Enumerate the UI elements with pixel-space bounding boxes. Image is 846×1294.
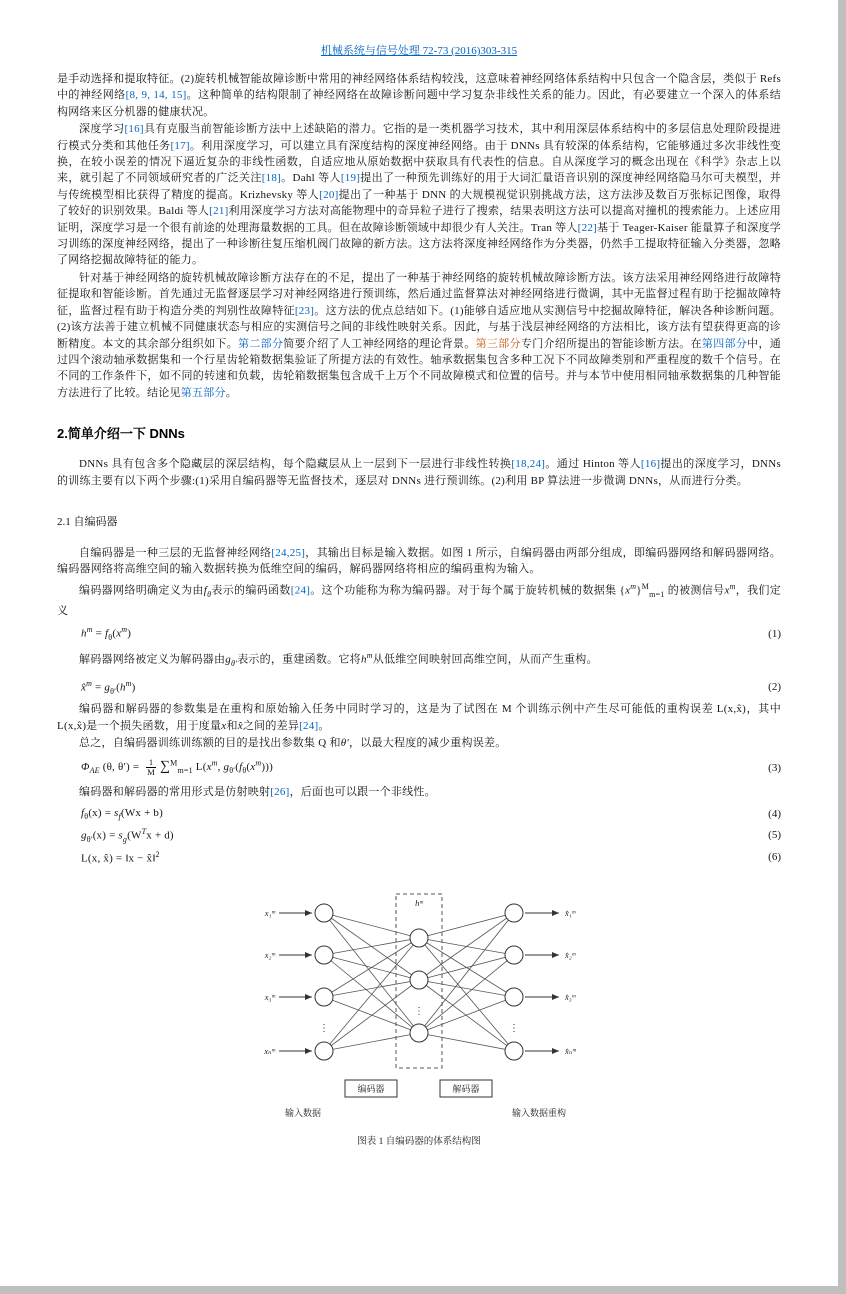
input-label-3: x₃ᵐ: [264, 992, 275, 1003]
input-label-2: x₂ᵐ: [264, 950, 275, 961]
text-segment: M: [170, 758, 178, 768]
text-segment: 利用深度学习方法对高能物理中的奇异粒子进行了搜索，结果表明这方法可以提高对撞机的搜索能力。上述应用证明，深度学习是一个很有前途的处理海量数据的工具。但在故障诊断领域中却很少有人关注。Tran 等人: [57, 205, 781, 234]
output-label-3: x̂₃ᵐ: [565, 992, 576, 1003]
text-segment: θ: [84, 811, 89, 821]
text-segment: 提出了一种基于 DNN 的大规模视觉识别挑战方法，这方法涉及数百万张标记图像，取得了较好的识别效果。Baldi 等人: [57, 188, 781, 218]
text-segment: θ′: [110, 686, 117, 696]
equation-2-number: (2): [768, 680, 781, 693]
text-segment: f: [239, 761, 243, 774]
text-segment: 中，通过四个滚动轴承数据集和一个行星齿轮箱数据集验证了所提方法的有效性。轴承数据集包含多种工况下不同故障类别和严重程度的数千个信号。在不同的工作条件下，如不同的转速和负载，齿轮箱数据集包含成千上万个不同故障模式和位置的信号。并与本节中使用相同轴承数据集的几种智能方法进行了比较。结论见: [57, 337, 782, 399]
inline-link[interactable]: [21]: [209, 205, 229, 218]
paragraph-encoder-definition: [57, 579, 781, 620]
text-segment: θ′: [231, 659, 238, 669]
inline-link[interactable]: [17]: [170, 139, 190, 152]
encoder-box: [345, 1080, 397, 1097]
equation-2: [57, 679, 781, 696]
text-segment: m: [255, 758, 262, 768]
inline-link[interactable]: [19]: [340, 172, 361, 185]
text-segment: 简要介绍了人工神经网络的理论背景。: [283, 337, 476, 350]
text-segment: ): [131, 681, 136, 694]
text-segment: ): [127, 628, 132, 641]
output-label-2: x̂₂ᵐ: [565, 950, 576, 961]
paragraph-affine-mapping: [57, 784, 781, 800]
inline-link[interactable]: [18,24]: [511, 458, 546, 471]
inline-link[interactable]: [18]: [261, 172, 282, 185]
figure-1: [57, 888, 781, 1147]
text-segment: ，我们定义: [57, 584, 782, 617]
equation-5: [57, 827, 781, 844]
text-segment: f: [203, 584, 208, 597]
input-label-n: xₙᵐ: [264, 1046, 275, 1057]
equation-6: [57, 850, 781, 865]
paragraph-intro-continued: [57, 71, 781, 120]
text-segment: θ: [242, 766, 247, 776]
text-segment: 提出的深度学习，DNNs 的训练主要有以下两个步骤:(1)采用自编码器等无监督技术，逐层对 DNNs 进行预训练。(2)利用 BP 算法进一步微调 DNNs，从而进行分类。: [57, 458, 781, 487]
text-segment: 专门介绍所提出的智能诊断方法。在: [520, 337, 702, 350]
equation-3: [57, 758, 781, 779]
text-segment: 的被测信号: [664, 584, 725, 597]
decoder-label: 解码器: [452, 1084, 480, 1095]
decoder-box: [440, 1080, 492, 1097]
text-segment: θ: [207, 589, 212, 599]
equation-4: [57, 807, 781, 821]
text-segment: T: [141, 826, 147, 836]
equation-1: [57, 625, 781, 642]
text-segment: ，后面也可以跟一个非线性。: [289, 786, 436, 799]
output-label-1: x̂₁ᵐ: [565, 908, 576, 919]
text-segment: L(x, x̂) = ‖x − x̂‖: [81, 852, 156, 865]
text-segment: 总之，自编码器训练训练额的目的是找出参数集 Q 和: [79, 737, 341, 750]
text-segment: h: [119, 681, 126, 694]
text-segment: 。这种简单的结构限制了神经网络在故障诊断问题中学习复杂非线性关系的能力。因此，有必要建立一个深入的体系结构网络来区分机器的健康状况。: [57, 89, 782, 118]
text-segment: s: [118, 829, 123, 842]
inline-link[interactable]: [23]: [294, 304, 315, 317]
equation-2-body: [81, 679, 136, 696]
text-segment: 编码器和解码器的常用形式是仿射映射: [79, 786, 271, 799]
inline-link[interactable]: [24]: [290, 584, 311, 597]
text-segment: f: [105, 628, 109, 641]
text-segment: 提出了一种预先训练好的用于大词汇量语音识别的深度神经网络隐马尔可夫模型，并与传统模型相比获得了精度的提高。Krizhevsky 等人: [57, 172, 781, 201]
output-arrows-group: [525, 908, 576, 1056]
text-segment: 编码器和解码器的参数集是在重构和原始输入任务中同时学习的，这是为了试图在 M 个训练示例中产生尽可能低的重构误差 L(x,x̂)，其中 L(x,x̂)是一个损失函数，用于度量: [57, 703, 781, 732]
decoder-edges-group: [419, 913, 514, 1051]
inline-link[interactable]: 第五部分: [180, 386, 226, 399]
text-segment: h: [81, 628, 87, 641]
text-segment: m: [211, 758, 218, 768]
input-label-1: x₁ᵐ: [264, 908, 275, 919]
text-segment: m: [125, 678, 132, 688]
input-layer-nodes: [315, 904, 333, 1060]
text-segment: g: [81, 829, 87, 842]
text-segment: 之间的差异: [242, 719, 300, 732]
text-segment: x: [625, 584, 631, 597]
inline-link[interactable]: [8, 9, 14, 15]: [125, 89, 187, 102]
paragraph-parameter-learning: [57, 701, 781, 734]
text-segment: m: [366, 651, 373, 661]
text-segment: m: [86, 678, 93, 688]
inline-link[interactable]: 第四部分: [701, 337, 748, 350]
text-segment: (x) =: [92, 829, 119, 842]
section-2-1-heading: 2.1 自编码器: [57, 515, 118, 528]
fraction-denominator: M: [147, 767, 155, 778]
text-segment: ，以最大程度的减少重构误差。: [349, 737, 507, 750]
text-segment: (Wx + b): [120, 806, 163, 819]
input-ellipsis-dots: ⋮: [319, 1023, 329, 1035]
text-segment: 。: [318, 719, 330, 732]
hidden-ellipsis-dots: ⋮: [414, 1006, 424, 1018]
text-segment: f: [118, 811, 121, 821]
figure-caption: 图表 1 自编码器的体系结构图: [357, 1137, 481, 1148]
text-segment: (: [112, 628, 117, 641]
equation-5-body: [81, 827, 174, 844]
text-segment: θ′: [340, 737, 350, 750]
equation-1-number: (1): [768, 627, 781, 640]
text-segment: s: [114, 806, 119, 819]
text-segment: 。: [225, 386, 237, 399]
text-segment: (: [116, 681, 120, 694]
text-segment: =: [92, 681, 105, 694]
text-segment: ，其输出目标是输入数据。如图 1 所示，自编码器由两部分组成，即编码器网络和解码器网络。编码器网络将高维空间的输入数据转换为低维空间的编码，解码器网络将相应的编码重构为输入。: [57, 546, 782, 576]
text-segment: ))): [261, 761, 273, 774]
encoder-edges-group: [324, 913, 419, 1051]
section-2-heading: 2.简单介绍一下 DNNs: [57, 426, 185, 442]
text-segment: x: [250, 761, 256, 774]
text-segment: f: [81, 806, 85, 819]
equation-5-number: (5): [768, 829, 781, 842]
autoencoder-diagram: [239, 888, 599, 1120]
paragraph-autoencoder-intro: [57, 545, 781, 578]
text-segment: 编码器网络明确定义为由: [79, 584, 204, 597]
text-segment: m: [729, 581, 736, 591]
text-segment: θ: [108, 633, 113, 643]
text-segment: (: [235, 761, 240, 774]
input-data-label: 输入数据: [284, 1108, 322, 1119]
equation-1-body: [81, 625, 131, 642]
text-segment: θ′: [86, 834, 93, 844]
inline-link[interactable]: [24]: [299, 719, 319, 732]
text-segment: θ′: [229, 766, 236, 776]
text-segment: (x) =: [88, 806, 115, 819]
inline-link[interactable]: [20]: [319, 188, 339, 201]
text-segment: m: [630, 581, 637, 591]
equation-6-number: (6): [768, 850, 781, 863]
reconstruction-label: 输入数据重构: [511, 1108, 567, 1119]
equation-3-rhs: [159, 758, 273, 776]
text-segment: 是手动选择和提取特征。(2)旋转机械智能故障诊断中常用的神经网络体系结构较浅，这意味着神经网络体系结构中只包含一个隐含层，类似于 Refs 中的神经网络: [57, 73, 781, 102]
text-segment: ∑: [159, 759, 171, 775]
fraction: [144, 758, 158, 779]
input-arrows-group: [263, 908, 312, 1056]
output-layer-nodes: [505, 904, 523, 1060]
text-segment: 自编码器是一种三层的无监督神经网络: [79, 546, 272, 559]
paragraph-training-goal: [57, 735, 781, 751]
text-segment: 基于 Teager-Kaiser 能量算子和深度学习训练的深度神经网络，提出了一种诊断往复压缩机阀门故障的新方法。这方法将深度神经网络作为分类器，仍然手工提取特征输入分类器，忽略了网络挖掘故障特征的能力。: [57, 221, 782, 267]
inline-link[interactable]: [16]: [124, 123, 144, 136]
text-segment: =: [92, 628, 105, 641]
inline-link[interactable]: [26]: [270, 786, 290, 799]
text-segment: 从低维空间映射回高维空间，从而产生重构。: [372, 653, 598, 666]
text-segment: (: [246, 761, 251, 774]
text-segment: 。利用深度学习，可以建立具有深度结构的深度神经网络。由于 DNNs 具有较深的体系结构，它能够通过多次非线性变换，在较小误差的情况下逼近复杂的非线性函数，自适应地从原始数据中获取具有代表性的信息。自从深度学习的概念出现在《科学》杂志上以来，就引起了不同领域研究者的广泛关注: [57, 139, 781, 185]
text-segment: x: [206, 761, 212, 774]
text-segment: m=1: [177, 766, 193, 776]
text-segment: }: [636, 584, 642, 597]
output-ellipsis-dots: ⋮: [509, 1023, 519, 1035]
fraction-numerator: 1: [146, 758, 156, 769]
equation-3-body: [81, 758, 273, 779]
text-segment: 表示的，重建函数。它将: [237, 653, 361, 666]
equation-3-number: (3): [768, 761, 781, 774]
journal-header-link[interactable]: 机械系统与信号处理 72-73 (2016)303-315: [320, 45, 518, 57]
text-segment: x̂: [81, 681, 87, 694]
text-segment: m=1: [649, 589, 665, 599]
inline-link[interactable]: [16]: [640, 458, 661, 471]
text-segment: x + d): [146, 829, 174, 842]
paragraph-dnn-intro: [57, 456, 781, 489]
equation-4-number: (4): [768, 807, 781, 820]
text-segment: x: [116, 628, 122, 641]
text-segment: ,: [217, 761, 224, 774]
text-segment: g: [122, 834, 128, 844]
text-segment: (W: [127, 829, 142, 842]
text-segment: (θ, θ′) =: [99, 761, 143, 774]
text-segment: 深度学习: [79, 123, 125, 136]
text-segment: 针对基于神经网络的旋转机械故障诊断方法存在的不足，提出了一种基于神经网络的旋转机械故障诊断方法。该方法采用神经网络进行故障特征提取和智能诊断。首先通过无监督逐层学习对神经网络进行预训练，然后通过监督算法对神经网络进行微调，其中无监督过程有助于挖掘故障特征，监督过程有助于构造分类的判别性故障特征: [57, 271, 781, 317]
text-segment: 。这个功能称为称为编码器。对于每个属于旋转机械的数据集 {: [310, 584, 626, 597]
text-segment: AE: [89, 766, 100, 776]
text-segment: g: [104, 681, 111, 694]
equation-3-lhs: [81, 761, 143, 776]
text-segment: 。通过 Hinton 等人: [545, 458, 641, 471]
text-segment: L(: [192, 761, 207, 774]
text-segment: m: [121, 625, 128, 635]
text-segment: M: [641, 581, 650, 591]
inline-link[interactable]: [24,25]: [271, 546, 306, 559]
inline-link[interactable]: 第二部分: [238, 337, 284, 350]
text-segment: 和: [226, 719, 238, 732]
text-segment: 。Dahl 等人: [281, 172, 341, 185]
inline-link[interactable]: [22]: [577, 221, 597, 234]
paragraph-proposed-method: [57, 270, 781, 401]
text-segment: 具有克服当前智能诊断方法中上述缺陷的潜力。它指的是一类机器学习技术，其中利用深层体系结构中的多层信息处理阶段提进行模式分类和其他任务: [57, 123, 781, 152]
text-segment: x: [221, 719, 227, 732]
equation-4-body: [81, 807, 163, 821]
text-segment: h: [360, 653, 367, 666]
hidden-layer-label: hᵐ: [415, 898, 423, 909]
text-segment: x̂: [237, 719, 243, 732]
equation-6-body: [81, 850, 160, 865]
text-segment: Φ: [81, 761, 90, 774]
output-label-n: x̂ₙᵐ: [565, 1046, 576, 1057]
paragraph-decoder-definition: [57, 648, 781, 672]
text-segment: x: [724, 584, 730, 597]
text-segment: g: [223, 761, 230, 774]
encoder-label: 编码器: [357, 1084, 385, 1095]
text-segment: 表示的编码函数: [211, 584, 291, 597]
paragraph-deep-learning: [57, 121, 781, 269]
text-segment: g: [225, 653, 231, 666]
text-segment: DNNs 具有包含多个隐藏层的深层结构，每个隐藏层从上一层到下一层进行非线性转换: [79, 458, 512, 471]
text-segment: 。这方法的优点总结如下。(1)能够自适应地从实测信号中挖掘故障特征，解决各种诊断问题。(2)该方法善于建立机械不同健康状态与相应的实测信号之间的非线性映射关系。因此，与基于浅层神经网络的方法相比，该方法有望获得更高的诊断精度。本文的其余部分组织如下。: [57, 304, 781, 350]
inline-link[interactable]: 第三部分: [475, 337, 521, 350]
text-segment: 2: [155, 849, 160, 859]
text-segment: m: [86, 625, 93, 635]
text-segment: 解码器网络被定义为解码器由: [79, 653, 226, 666]
